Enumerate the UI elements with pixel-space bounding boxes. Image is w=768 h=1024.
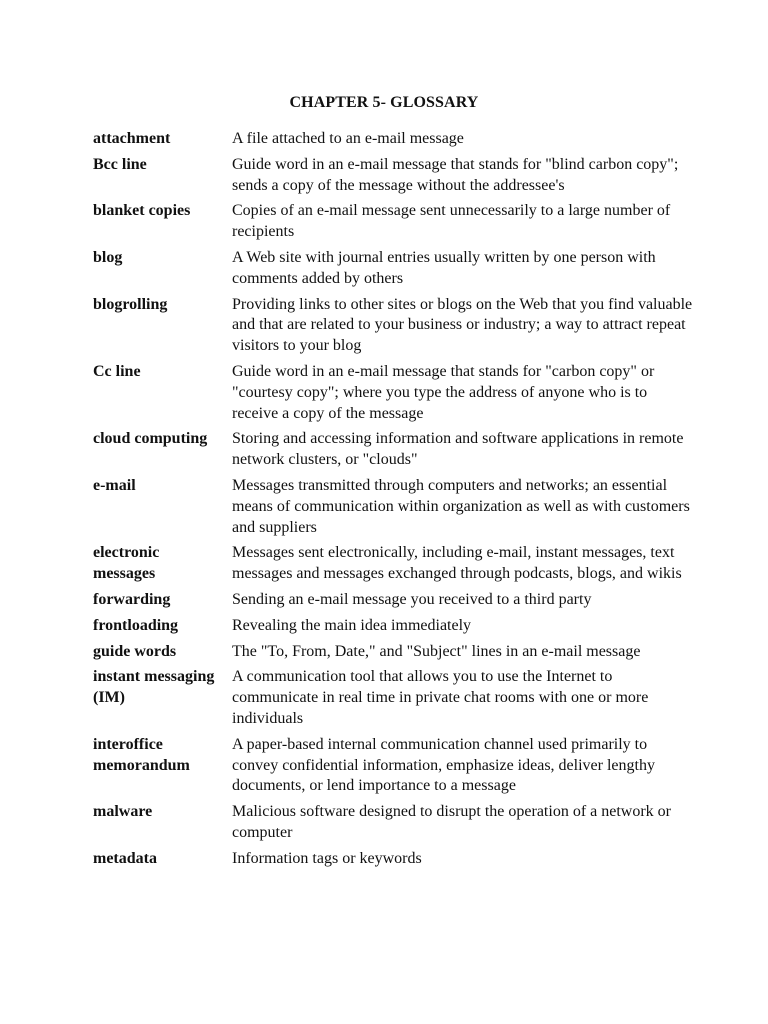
glossary-term: blanket copies (93, 202, 191, 220)
glossary-entry-blanket-copies (93, 201, 693, 243)
glossary-definition: Information tags or keywords (232, 849, 422, 867)
glossary-term: electronic messages (93, 544, 160, 583)
glossary-term: attachment (93, 130, 171, 147)
glossary-entry-blogrolling (93, 295, 693, 357)
glossary-definition: Storing and accessing information and software applications in remote network clusters, or "clouds" (232, 430, 684, 469)
glossary-definition: A paper-based internal communication channel used primarily to convey confidential information, emphasize ideas, deliver lengthy documents, or lend importance to a message (232, 735, 655, 795)
glossary-term: guide words (93, 642, 177, 660)
glossary-term: cloud computing (93, 430, 208, 448)
glossary-list (93, 129, 693, 875)
glossary-entry-cc-line (93, 362, 693, 424)
glossary-term: malware (93, 803, 153, 821)
glossary-term: blog (93, 248, 123, 266)
glossary-term: Bcc line (93, 155, 147, 173)
glossary-definition: Guide word in an e-mail message that stands for "blind carbon copy"; sends a copy of the message without the addressee's (232, 155, 679, 194)
glossary-definition: Providing links to other sites or blogs on the Web that you find valuable and that are related to your business or industry; a way to attract repeat visitors to your blog (232, 295, 693, 355)
glossary-definition: Messages sent electronically, including e-mail, instant messages, text messages and messages exchanged through podcasts, blogs, and wikis (232, 544, 682, 583)
glossary-definition: Copies of an e-mail message sent unnecessarily to a large number of recipients (232, 202, 671, 241)
glossary-term: interoffice memorandum (93, 735, 190, 774)
page-title: CHAPTER 5- GLOSSARY (289, 94, 479, 111)
glossary-entry-malware (93, 802, 693, 844)
glossary-definition: Malicious software designed to disrupt the operation of a network or computer (232, 803, 671, 841)
glossary-term: frontloading (93, 616, 179, 634)
glossary-entry-attachment (93, 129, 693, 150)
glossary-term: forwarding (93, 590, 171, 608)
glossary-entry-cloud-computing (93, 429, 693, 471)
glossary-definition: A Web site with journal entries usually written by one person with comments added by others (232, 248, 656, 287)
glossary-term: metadata (93, 849, 157, 867)
glossary-definition: A file attached to an e-mail message (232, 130, 464, 147)
glossary-definition: Revealing the main idea immediately (232, 616, 472, 634)
glossary-definition: Sending an e-mail message you received to a third party (232, 590, 592, 608)
glossary-entry-blog (93, 248, 693, 290)
glossary-entry-interoffice-memorandum (93, 735, 693, 797)
glossary-definition: A communication tool that allows you to use the Internet to communicate in real time in private chat rooms with one or more individuals (232, 668, 649, 727)
glossary-entry-guide-words (93, 642, 693, 663)
glossary-term: instant messaging (IM) (93, 668, 215, 707)
glossary-term: Cc line (93, 362, 141, 380)
glossary-definition: The "To, From, Date," and "Subject" lines in an e-mail message (232, 642, 641, 660)
glossary-entry-instant-messaging (93, 667, 693, 729)
glossary-entry-frontloading (93, 616, 693, 637)
glossary-entry-bcc-line (93, 155, 693, 197)
glossary-definition: Messages transmitted through computers and networks; an essential means of communication within organization as well as with customers and suppliers (232, 476, 690, 536)
glossary-term: e-mail (93, 476, 136, 494)
glossary-entry-forwarding (93, 590, 693, 611)
glossary-entry-e-mail (93, 476, 693, 538)
glossary-definition: Guide word in an e-mail message that stands for "carbon copy" or "courtesy copy"; where you type the address of anyone who is to receive a copy of the message (232, 362, 655, 422)
glossary-entry-electronic-messages (93, 543, 693, 585)
glossary-term: blogrolling (93, 295, 168, 313)
glossary-entry-metadata (93, 849, 693, 870)
